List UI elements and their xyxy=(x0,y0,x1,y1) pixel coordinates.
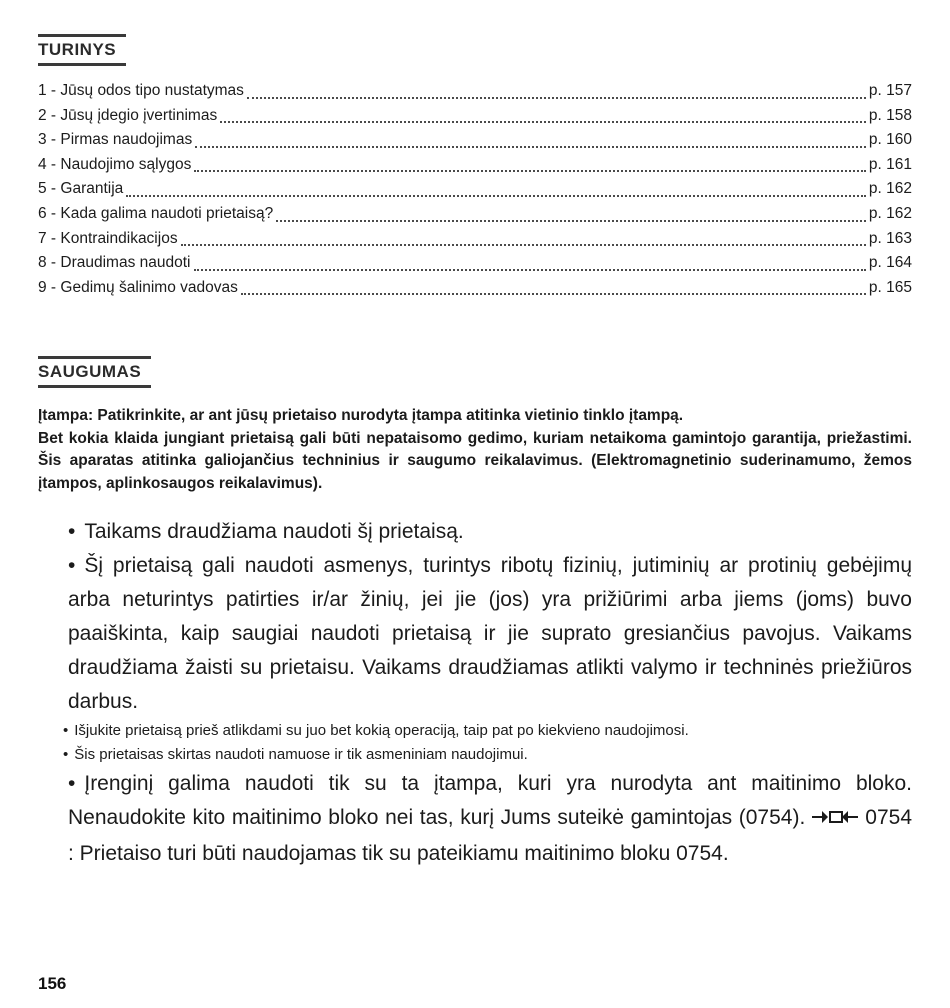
toc-entry-title: 2 - Jūsų įdegio įvertinimas xyxy=(38,106,218,124)
toc-entry-page: p. 162 xyxy=(868,180,912,198)
toc-leader-dots xyxy=(194,269,866,271)
toc-leader-dots xyxy=(194,170,866,172)
toc-entry xyxy=(38,202,912,227)
toc-section xyxy=(38,34,912,300)
safety-bullet-small-2-text: Šis prietaisas skirtas naudoti namuose ir tik asmeniniam naudojimui. xyxy=(74,746,528,764)
toc-entry-title: 3 - Pirmas naudojimas xyxy=(38,131,193,149)
bullet-icon: • xyxy=(68,554,76,578)
safety-bullet-large-1-text: Taikams draudžiama naudoti šį prietaisą. xyxy=(84,520,464,544)
toc-entry-title: 9 - Gedimų šalinimo vadovas xyxy=(38,278,238,296)
toc-entry xyxy=(38,128,912,153)
safety-bullet-large-1 xyxy=(38,515,912,549)
toc-leader-dots xyxy=(195,146,866,148)
bullet-icon: • xyxy=(68,520,76,544)
toc-entry-title: 5 - Garantija xyxy=(38,180,124,198)
safety-bullet-large-3-part2: 0754 : Prietaiso turi būti naudojamas tik su pateikiamu maitinimo bloku 0754. xyxy=(68,806,912,866)
toc-entry-title: 4 - Naudojimo sąlygos xyxy=(38,155,192,173)
dc-power-connector-icon xyxy=(811,803,859,837)
toc-entry-page: p. 158 xyxy=(868,106,912,124)
safety-intro-rest: Bet kokia klaida jungiant prietaisą gali būti nepataisomo gedimo, kuriam netaikoma gamintojo garantija, priežastimi. Šis aparatas atitinka galiojančius techninius ir saugumo reikalavimus. (Elektromagnetinio suderinamumo, žemos įtampos, aplinkosaugos reikalavimus). xyxy=(38,429,912,492)
toc-entry xyxy=(38,153,912,178)
bullet-icon: • xyxy=(63,722,69,740)
safety-intro-paragraph xyxy=(38,405,912,495)
toc-entry-page: p. 157 xyxy=(868,82,912,99)
toc-leader-dots xyxy=(276,220,866,222)
toc-entry-title: 8 - Draudimas naudoti xyxy=(38,254,191,272)
toc-entry xyxy=(38,227,912,252)
safety-bullet-small-1 xyxy=(38,719,912,743)
safety-bullet-small-2 xyxy=(38,743,912,767)
toc-entry xyxy=(38,104,912,129)
toc-leader-dots xyxy=(126,195,866,197)
page-number: 156 xyxy=(38,974,67,993)
safety-intro-line1: Įtampa: Patikrinkite, ar ant jūsų prietaiso nurodyta įtampa atitinka vietinio tinklo įtampą. xyxy=(38,407,684,425)
toc-entry xyxy=(38,79,912,104)
toc-leader-dots xyxy=(181,244,866,246)
toc-entry-title: 6 - Kada galima naudoti prietaisą? xyxy=(38,204,274,222)
toc-leader-dots xyxy=(220,121,866,123)
toc-leader-dots xyxy=(247,97,866,99)
toc-entry-page: p. 163 xyxy=(868,229,912,247)
safety-bullet-large-2 xyxy=(38,549,912,719)
safety-bullet-large-2-text: Šį prietaisą gali naudoti asmenys, turintys ribotų fizinių, jutiminių ar protinių gebėjimų arba neturintys patirties ir/ar žinių, jei jie (jos) yra prižiūrimi arba jiems (joms) buvo paaiškinta, kaip saugiai naudoti prietaisą ir jie suprato gresiančius pavojus. Vaikams draudžiama žaisti su prietaisu. Vaikams draudžiamas atlikti valymo ir techninės priežiūros darbus. xyxy=(68,554,912,714)
toc-entry-page: p. 164 xyxy=(868,254,912,272)
toc-leader-dots xyxy=(241,293,866,295)
safety-bullet-large-3-part1: Įrenginį galima naudoti tik su ta įtampa, kuri yra nurodyta ant maitinimo bloko. Nenaudokite kito maitinimo bloko nei tas, kurį Jums suteikė gamintojas (0754). xyxy=(68,772,912,830)
toc-entry-page: p. 161 xyxy=(868,155,912,173)
safety-section xyxy=(38,356,912,871)
toc-entry xyxy=(38,276,912,301)
safety-heading: SAUGUMAS xyxy=(38,356,151,388)
toc-entry xyxy=(38,251,912,276)
safety-bullet-large-3 xyxy=(38,767,912,871)
toc-entry-title: 1 - Jūsų odos tipo nustatymas xyxy=(38,82,244,99)
toc-entry-page: p. 165 xyxy=(868,278,912,296)
bullet-icon: • xyxy=(63,746,69,764)
toc-entry-page: p. 162 xyxy=(868,204,912,222)
bullet-icon: • xyxy=(68,772,76,796)
toc-entry-page: p. 160 xyxy=(868,131,912,149)
toc-list xyxy=(38,79,912,300)
toc-entry xyxy=(38,177,912,202)
toc-entry-title: 7 - Kontraindikacijos xyxy=(38,229,178,247)
toc-heading: TURINYS xyxy=(38,34,126,66)
safety-bullet-small-1-text: Išjukite prietaisą prieš atlikdami su juo bet kokią operaciją, taip pat po kiekvieno naudojimosi. xyxy=(74,722,689,740)
